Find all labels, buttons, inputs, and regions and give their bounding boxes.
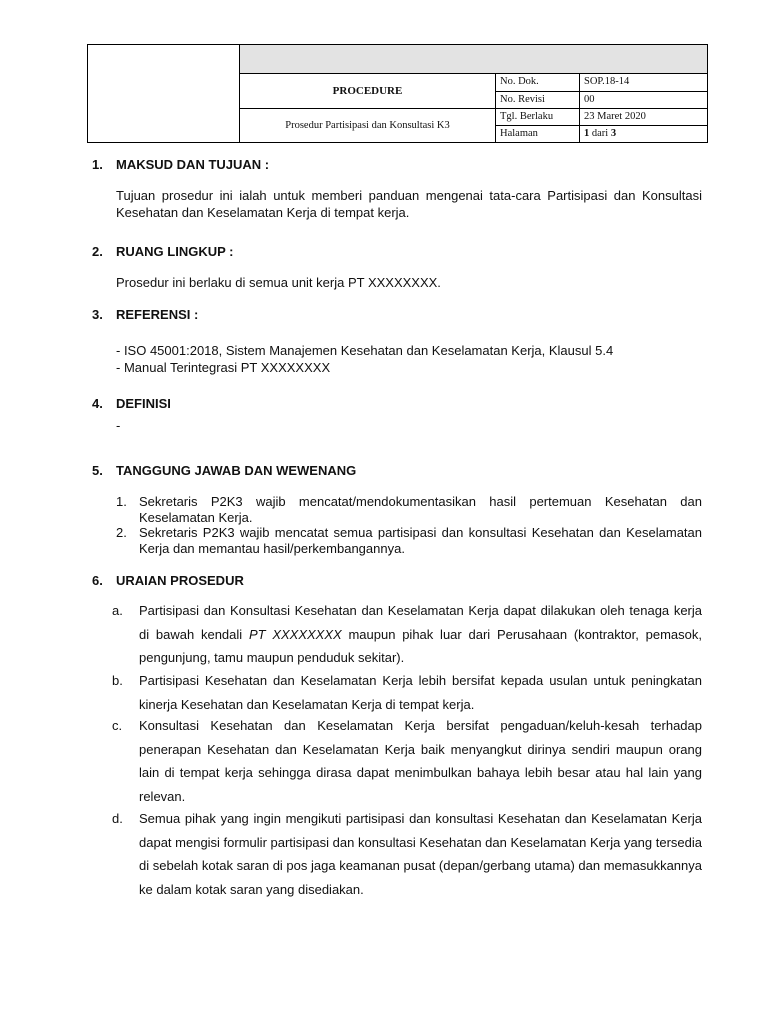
item-letter: d. bbox=[112, 811, 123, 826]
section-text-scope: Prosedur ini berlaku di semua unit kerja PT XXXXXXXX. bbox=[116, 275, 441, 290]
section-number: 5. bbox=[92, 463, 103, 478]
meta-value bbox=[580, 126, 707, 142]
responsibility-item bbox=[116, 494, 702, 525]
section-title: DEFINISI bbox=[116, 396, 171, 411]
item-number: 2. bbox=[116, 525, 127, 540]
item-letter: b. bbox=[112, 673, 123, 688]
company-banner-cell bbox=[240, 45, 707, 74]
responsibility-item bbox=[116, 525, 702, 556]
item-text: Sekretaris P2K3 wajib mencatat/mendokumentasikan hasil pertemuan Kesehatan dan Keselamatan Kerja. bbox=[139, 494, 702, 525]
meta-row-effective-date bbox=[496, 108, 707, 125]
item-letter: c. bbox=[112, 718, 123, 733]
item-text: Konsultasi Kesehatan dan Keselamatan Kerja bersifat pengaduan/keluh-kesah terhadap penerapan Kesehatan dan Keselamatan Kerja baik menyangkut dirinya sendiri maupun orang lain di tempat kerja sehingga dirasa dapat menimbulkan bahaya lebih besar atau hal lain yang relevan. bbox=[139, 718, 702, 804]
meta-row-revision bbox=[496, 91, 707, 108]
procedure-item bbox=[112, 807, 702, 901]
meta-row-page bbox=[496, 125, 707, 142]
document-meta bbox=[496, 74, 707, 142]
page-separator: dari bbox=[589, 128, 611, 139]
item-number: 1. bbox=[116, 494, 127, 509]
meta-label: No. Dok. bbox=[496, 74, 580, 91]
item-text-part: Partisipasi dan Konsultasi Kesehatan dan Keselamatan Kerja dapat dilakukan oleh tenaga kerja di bawah kendali bbox=[139, 603, 702, 642]
meta-label: Halaman bbox=[496, 126, 580, 142]
meta-value: 00 bbox=[584, 94, 595, 105]
section-title: MAKSUD DAN TUJUAN : bbox=[116, 157, 270, 172]
procedure-item bbox=[112, 714, 702, 808]
section-title: URAIAN PROSEDUR bbox=[116, 573, 244, 588]
section-heading-scope bbox=[92, 244, 233, 259]
section-heading-procedure bbox=[92, 573, 244, 588]
section-title: REFERENSI : bbox=[116, 307, 199, 322]
section-heading-purpose bbox=[92, 157, 269, 172]
reference-item: - Manual Terintegrasi PT XXXXXXXX bbox=[116, 360, 331, 375]
section-heading-references bbox=[92, 307, 198, 322]
item-text: Semua pihak yang ingin mengikuti partisipasi dan konsultasi Kesehatan dan Keselamatan Kerja dapat mengisi formulir partisipasi dan konsultasi Kesehatan dan Keselamatan Kerja yang tersedia di sebelah kotak saran di pos jaga keamanan pusat (depan/gerbang utama) dan memasukkannya ke dalam kotak saran yang disediakan. bbox=[139, 811, 702, 897]
section-heading-responsibility bbox=[92, 463, 356, 478]
section-title: RUANG LINGKUP : bbox=[116, 244, 234, 259]
logo-cell bbox=[88, 45, 240, 142]
document-type-title: PROCEDURE bbox=[240, 74, 496, 109]
procedure-item bbox=[112, 599, 702, 670]
item-letter: a. bbox=[112, 603, 123, 618]
section-number: 1. bbox=[92, 157, 103, 172]
section-text-purpose: Tujuan prosedur ini ialah untuk memberi panduan mengenai tata-cara Partisipasi dan Konsultasi Kesehatan dan Keselamatan Kerja di tempat kerja. bbox=[116, 188, 702, 220]
item-text-part: maupun pihak luar dari Perusahaan (kontraktor, pemasok, pengunjung, tamu maupun penduduk sekitar). bbox=[139, 626, 702, 666]
page-total: 3 bbox=[610, 128, 617, 139]
page-current: 1 bbox=[584, 128, 590, 139]
procedure-item bbox=[112, 669, 702, 716]
meta-label: Tgl. Berlaku bbox=[496, 109, 580, 125]
section-number: 4. bbox=[92, 396, 103, 411]
procedure-name: Prosedur Partisipasi dan Konsultasi K3 bbox=[240, 109, 496, 142]
section-heading-definitions bbox=[92, 396, 171, 411]
item-text bbox=[139, 599, 702, 670]
document-header-table bbox=[87, 44, 708, 143]
section-number: 3. bbox=[92, 307, 103, 322]
item-text: Sekretaris P2K3 wajib mencatat semua partisipasi dan konsultasi Kesehatan dan Keselamatan Kerja dan memantau hasil/perkembangannya. bbox=[139, 525, 702, 556]
section-number: 2. bbox=[92, 244, 103, 259]
section-title: TANGGUNG JAWAB DAN WEWENANG bbox=[116, 463, 357, 478]
reference-item: - ISO 45001:2018, Sistem Manajemen Kesehatan dan Keselamatan Kerja, Klausul 5.4 bbox=[116, 343, 614, 358]
definition-placeholder: - bbox=[116, 418, 121, 433]
meta-row-doc-number bbox=[496, 74, 707, 91]
section-number: 6. bbox=[92, 573, 103, 588]
meta-label: No. Revisi bbox=[496, 92, 580, 108]
meta-value: SOP.18-14 bbox=[584, 76, 630, 87]
company-name-italic: PT XXXXXXXX bbox=[248, 626, 342, 642]
meta-value: 23 Maret 2020 bbox=[584, 111, 646, 122]
item-text: Partisipasi Kesehatan dan Keselamatan Kerja lebih bersifat kepada usulan untuk peningkatan kinerja Kesehatan dan Keselamatan Kerja di tempat kerja. bbox=[139, 673, 702, 712]
